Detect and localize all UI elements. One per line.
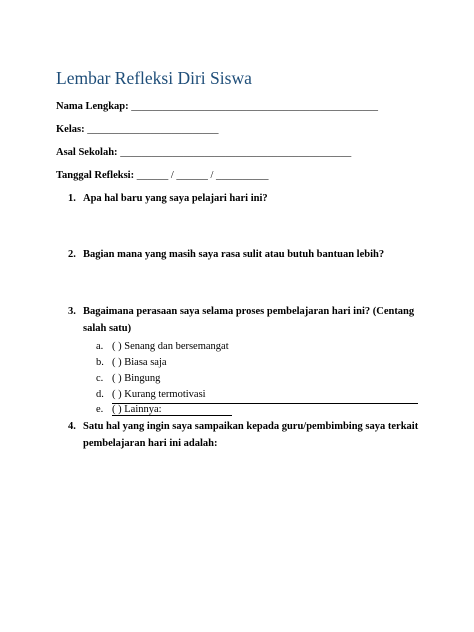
question-4-text: Satu hal yang ingin saya sampaikan kepada guru/pembimbing saya terkait pembelajaran hari ini adalah: [83, 421, 419, 449]
option-c-letter: c. [96, 373, 104, 384]
question-2-text: Bagian mana yang masih saya rasa sulit atau butuh bantuan lebih? [83, 249, 385, 260]
option-e-text: ( ) Lainnya: [112, 404, 162, 415]
option-d[interactable] [96, 389, 206, 401]
class-field[interactable] [56, 124, 218, 135]
option-c[interactable] [96, 373, 160, 385]
class-label: Kelas: [56, 124, 85, 135]
option-b-text: ( ) Biasa saja [112, 357, 167, 368]
other-answer-line-1[interactable] [112, 403, 418, 404]
class-blank[interactable]: _________________________ [84, 124, 219, 135]
option-b-letter: b. [96, 357, 104, 368]
question-1-number: 1. [68, 193, 76, 204]
option-c-text: ( ) Bingung [112, 373, 161, 384]
question-2-number: 2. [68, 249, 76, 260]
option-a-letter: a. [96, 341, 104, 352]
option-d-letter: d. [96, 389, 104, 400]
name-label: Nama Lengkap: [56, 101, 129, 112]
school-field[interactable] [56, 147, 351, 158]
question-4 [68, 418, 428, 452]
option-d-text: ( ) Kurang termotivasi [112, 389, 206, 400]
name-field[interactable] [56, 101, 378, 112]
question-3-text: Bagaimana perasaan saya selama proses pembelajaran hari ini? (Centang salah satu) [83, 306, 415, 334]
option-e-letter: e. [96, 404, 104, 415]
name-blank[interactable]: _______________________________________________ [128, 101, 379, 112]
other-answer-line-2[interactable] [112, 415, 232, 416]
date-label: Tanggal Refleksi: [56, 170, 135, 181]
school-blank[interactable]: ____________________________________________ [117, 147, 352, 158]
date-field[interactable] [56, 170, 269, 181]
question-1-text: Apa hal baru yang saya pelajari hari ini? [83, 193, 268, 204]
date-blank[interactable]: ______ / ______ / __________ [134, 170, 269, 181]
document-title: Lembar Refleksi Diri Siswa [56, 68, 252, 88]
question-4-number: 4. [68, 421, 76, 432]
option-b[interactable] [96, 357, 167, 369]
option-a-text: ( ) Senang dan bersemangat [112, 341, 229, 352]
question-3 [68, 303, 428, 337]
question-1 [68, 190, 428, 207]
question-3-number: 3. [68, 306, 76, 317]
school-label: Asal Sekolah: [56, 147, 118, 158]
question-2 [68, 246, 428, 263]
option-a[interactable] [96, 341, 229, 353]
